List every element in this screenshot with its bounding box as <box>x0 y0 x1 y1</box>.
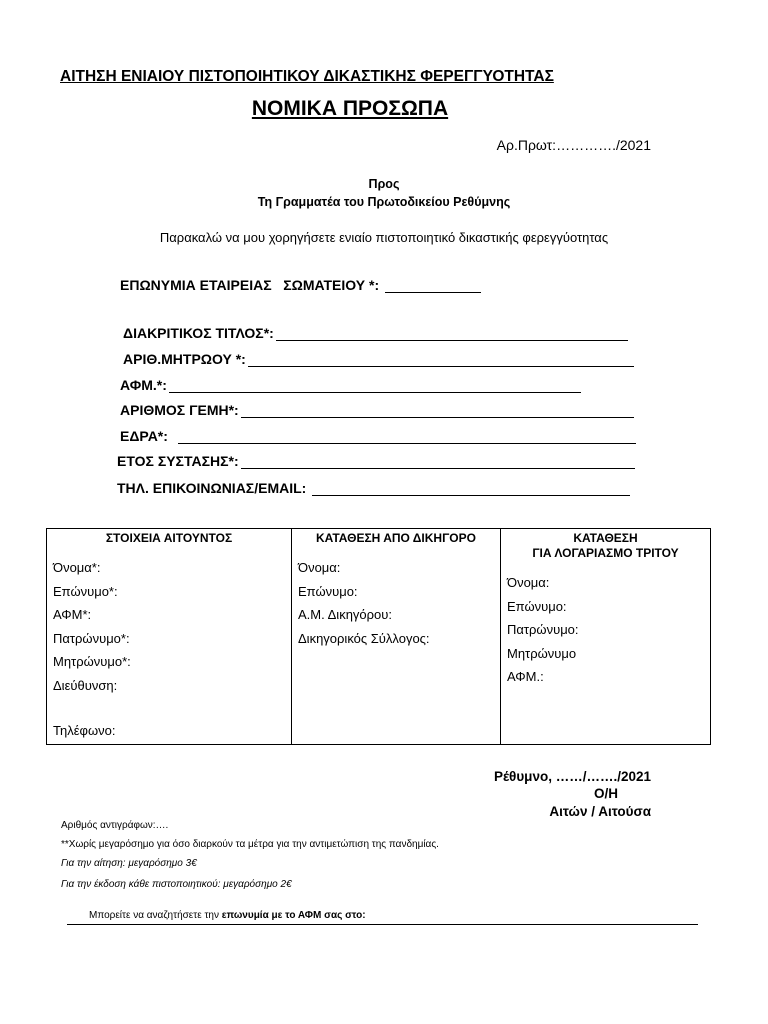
search-note-prefix: Μπορείτε να αναζητήσετε την <box>89 910 222 921</box>
request-text: Παρακαλώ να μου χορηγήσετε ενιαίο πιστοποιητικό δικαστικής φερεγγύοτητας <box>159 230 609 245</box>
list-item: Όνομα: <box>298 560 341 575</box>
field-gemi-number <box>120 402 634 418</box>
third-party-column <box>501 529 711 745</box>
lawyer-column <box>292 529 501 745</box>
no-stamp-note: **Χωρίς μεγαρόσημο για όσο διαρκούν τα μέτρα για την αντιμετώπιση της πανδημίας. <box>61 839 439 850</box>
column-header-line2: ΓΙΑ ΛΟΓΑΡΙΑΣΜΟ ΤΡΙΤΟΥ <box>532 546 679 560</box>
field-input-line[interactable] <box>385 280 481 293</box>
list-item: Μητρώνυμο*: <box>53 654 131 669</box>
list-item: Επώνυμο: <box>298 583 358 599</box>
footer-divider <box>67 924 698 925</box>
list-item: Πατρώνυμο*: <box>53 630 130 646</box>
place-date: Ρέθυμνο, ……/……./2021 <box>493 769 651 784</box>
field-input-line[interactable] <box>241 456 635 469</box>
field-input-line[interactable] <box>248 354 634 367</box>
column-header: ΣΤΟΙΧΕΙΑ ΑΙΤΟΥΝΤΟΣ <box>105 531 233 545</box>
list-item: Μητρώνυμο <box>507 645 577 661</box>
list-item: Πατρώνυμο: <box>507 622 579 637</box>
field-company-name <box>120 277 481 293</box>
field-label: ΑΡΙΘΜΟΣ ΓΕΜΗ*: <box>120 402 239 418</box>
list-item: ΑΦΜ*: <box>53 607 92 622</box>
column-header: ΚΑΤΑΘΕΣΗ ΑΠΟ ΔΙΚΗΓΟΡΟ <box>316 531 476 545</box>
list-item: Επώνυμο: <box>507 598 567 614</box>
list-item: Όνομα*: <box>53 560 101 575</box>
fee-certificate-note: Για την έκδοση κάθε πιστοποιητικού: μεγαρόσημο 2€ <box>61 879 292 890</box>
recipient-to: Προς <box>368 177 400 191</box>
field-distinctive-title <box>123 325 628 341</box>
field-seat <box>120 428 636 444</box>
list-item: Διεύθυνση: <box>53 677 118 693</box>
column-header-line1: ΚΑΤΑΘΕΣΗ <box>573 531 638 545</box>
field-label: ΕΤΟΣ ΣΥΣΤΑΣΗΣ*: <box>117 453 239 469</box>
field-founding-year <box>117 453 635 469</box>
field-label: ΑΦΜ.*: <box>120 377 167 393</box>
field-input-line[interactable] <box>276 328 628 341</box>
applicant-column <box>47 529 292 745</box>
copies-note: Αριθμός αντιγράφων:…. <box>61 820 169 831</box>
search-note-bold: επωνυμία με το ΑΦΜ σας στο: <box>221 910 366 921</box>
list-item: Επώνυμο*: <box>53 583 118 599</box>
field-input-line[interactable] <box>312 483 630 496</box>
protocol-number: Αρ.Πρωτ:…………./2021 <box>496 137 651 153</box>
third-party-items <box>501 561 710 689</box>
field-label: ΕΠΩΝΥΜΙΑ ΕΤΑΙΡΕΙΑΣ ΣΩΜΑΤΕΙΟΥ *: <box>120 277 384 293</box>
field-label: ΕΔΡΑ*: <box>120 428 176 444</box>
list-item: Τηλέφωνο: <box>53 723 116 738</box>
field-tax-id <box>120 377 581 393</box>
list-item: Δικηγορικός Σύλλογος: <box>298 630 430 646</box>
list-item: ΑΦΜ.: <box>507 669 544 684</box>
signature-applicant: Αιτών / Αιτούσα <box>549 804 651 819</box>
lawyer-items <box>292 546 500 650</box>
list-item: Όνομα: <box>507 575 550 590</box>
search-note <box>89 910 366 921</box>
field-label: ΔΙΑΚΡΙΤΙΚΟΣ ΤΙΤΛΟΣ*: <box>123 325 274 341</box>
fee-application-note: Για την αίτηση: μεγαρόσημο 3€ <box>61 858 197 869</box>
field-registry-number <box>123 351 634 367</box>
signature-oh: Ο/Η <box>593 786 618 801</box>
list-item: Α.Μ. Δικηγόρου: <box>298 607 392 622</box>
field-label: ΤΗΛ. ΕΠΙΚΟΙΝΩΝΙΑΣ/EMAIL: <box>117 480 311 496</box>
field-contact <box>117 480 630 496</box>
document-subtitle: ΝΟΜΙΚΑ ΠΡΟΣΩΠΑ <box>251 97 449 120</box>
list-item <box>53 697 291 719</box>
recipient-name: Τη Γραμματέα του Πρωτοδικείου Ρεθύμνης <box>257 195 511 209</box>
field-input-line[interactable] <box>178 431 636 444</box>
document-title: ΑΙΤΗΣΗ ΕΝΙΑΙΟΥ ΠΙΣΤΟΠΟΙΗΤΙΚΟΥ ΔΙΚΑΣΤΙΚΗΣ ΦΕΡΕΓΓΥΟΤΗΤΑΣ <box>60 68 554 85</box>
field-input-line[interactable] <box>169 380 581 393</box>
field-label: ΑΡΙΘ.ΜΗΤΡΩΟΥ *: <box>123 351 246 367</box>
field-input-line[interactable] <box>241 405 634 418</box>
applicant-items <box>47 546 291 743</box>
details-table <box>46 528 711 745</box>
